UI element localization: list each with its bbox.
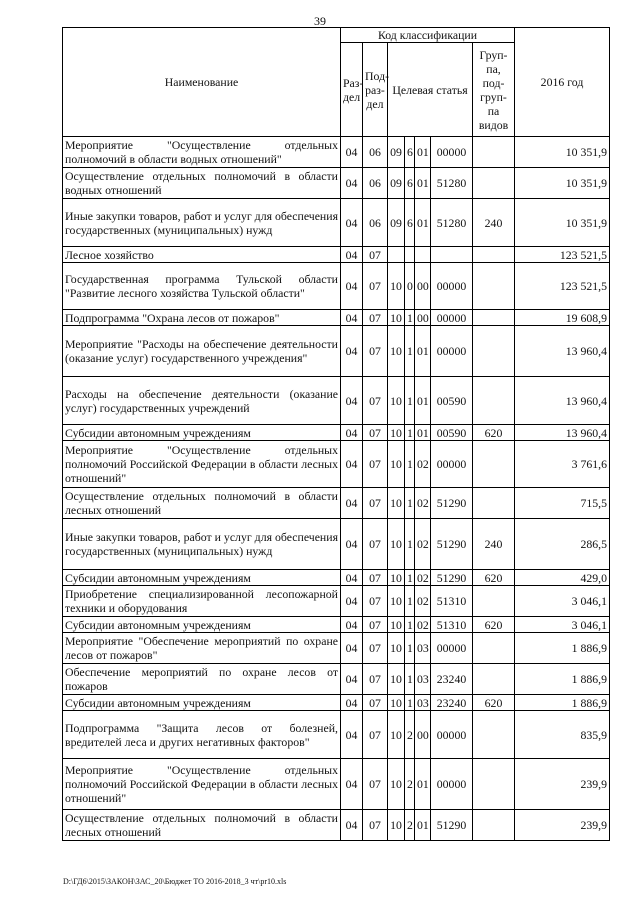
row-target-program: 10 [388,570,405,586]
row-name: Лесное хозяйство [63,247,341,263]
row-razdel: 04 [341,168,363,199]
table-row [63,695,610,711]
row-target-subprogram: 1 [405,326,415,377]
row-vid [473,759,515,810]
row-podrazdel: 06 [363,199,388,247]
table-row [63,263,610,310]
row-podrazdel: 07 [363,570,388,586]
row-target-subprogram: 1 [405,488,415,519]
row-target-program: 10 [388,633,405,664]
row-target-program: 10 [388,488,405,519]
row-name: Мероприятие "Осуществление отдельных полномочий в области водных отношений" [63,137,341,168]
row-podrazdel: 07 [363,263,388,310]
table-row [63,488,610,519]
table-row [63,377,610,425]
row-vid: 240 [473,519,515,570]
row-target-program: 10 [388,695,405,711]
row-target-event: 03 [415,633,431,664]
row-target-subprogram: 1 [405,586,415,617]
row-vid [473,377,515,425]
row-amount: 10 351,9 [515,199,610,247]
row-vid [473,326,515,377]
row-vid [473,711,515,759]
table-body [63,137,610,841]
table-row [63,441,610,488]
row-target-direction: 51290 [431,810,473,841]
row-amount: 13 960,4 [515,425,610,441]
row-amount: 429,0 [515,570,610,586]
row-target-subprogram: 1 [405,425,415,441]
row-vid [473,633,515,664]
row-target-subprogram: 2 [405,711,415,759]
row-podrazdel: 07 [363,695,388,711]
row-name: Подпрограмма "Защита лесов от болезней, вредителей леса и других негативных факторов" [63,711,341,759]
row-name: Субсидии автономным учреждениям [63,425,341,441]
row-target-event: 00 [415,711,431,759]
row-podrazdel: 07 [363,326,388,377]
row-target-program: 09 [388,168,405,199]
row-target-subprogram: 1 [405,310,415,326]
row-vid: 620 [473,695,515,711]
row-target-program: 10 [388,711,405,759]
table-row [63,570,610,586]
row-target-direction: 00000 [431,759,473,810]
header-razdel: Раз-дел [341,43,363,137]
row-target-program: 10 [388,664,405,695]
row-target-event: 03 [415,695,431,711]
row-target-subprogram: 1 [405,441,415,488]
table-row [63,664,610,695]
row-target-direction: 51280 [431,168,473,199]
row-vid [473,488,515,519]
row-target-direction: 00000 [431,137,473,168]
row-name: Государственная программа Тульской области "Развитие лесного хозяйства Тульской области" [63,263,341,310]
row-razdel: 04 [341,617,363,633]
row-podrazdel: 07 [363,711,388,759]
table-row [63,519,610,570]
row-razdel: 04 [341,377,363,425]
row-razdel: 04 [341,633,363,664]
row-vid [473,441,515,488]
table-row [63,137,610,168]
row-target-event: 01 [415,425,431,441]
row-podrazdel: 07 [363,377,388,425]
row-podrazdel: 07 [363,488,388,519]
table-row [63,168,610,199]
table-row [63,326,610,377]
row-target-direction [431,247,473,263]
header-code-group: Код классификации [341,28,515,43]
row-vid [473,263,515,310]
row-target-program: 10 [388,377,405,425]
row-target-event: 02 [415,441,431,488]
row-name: Мероприятие "Осуществление отдельных полномочий Российской Федерации в области лесных отношений" [63,759,341,810]
row-podrazdel: 07 [363,425,388,441]
row-vid: 620 [473,617,515,633]
row-target-direction: 51310 [431,586,473,617]
table-row [63,711,610,759]
row-amount: 835,9 [515,711,610,759]
row-razdel: 04 [341,199,363,247]
row-target-subprogram: 1 [405,664,415,695]
budget-table [62,27,610,841]
row-razdel: 04 [341,263,363,310]
row-target-direction: 51290 [431,570,473,586]
header-podrazdel: Под-раз-дел [363,43,388,137]
row-amount: 1 886,9 [515,695,610,711]
header-target: Целевая статья [388,43,473,137]
row-target-event: 02 [415,586,431,617]
row-amount: 10 351,9 [515,137,610,168]
row-target-direction: 51280 [431,199,473,247]
row-amount: 3 761,6 [515,441,610,488]
row-target-program: 10 [388,519,405,570]
row-razdel: 04 [341,586,363,617]
row-target-direction: 00590 [431,425,473,441]
row-name: Приобретение специализированной лесопожарной техники и оборудования [63,586,341,617]
row-amount: 19 608,9 [515,310,610,326]
row-target-subprogram: 2 [405,810,415,841]
footer-path: D:\ГД6\2015\ЗАКОН\ЗАС_20\Бюджет ТО 2016-2018_3 чт\pr10.xls [63,877,287,886]
row-target-subprogram: 1 [405,377,415,425]
row-target-program: 10 [388,310,405,326]
row-target-event: 00 [415,310,431,326]
row-amount: 1 886,9 [515,664,610,695]
row-name: Субсидии автономным учреждениям [63,570,341,586]
row-target-program: 10 [388,810,405,841]
row-razdel: 04 [341,310,363,326]
row-podrazdel: 07 [363,441,388,488]
row-target-direction: 23240 [431,695,473,711]
header-year: 2016 год [515,28,610,137]
row-vid [473,137,515,168]
table-row [63,425,610,441]
row-target-program: 10 [388,263,405,310]
row-razdel: 04 [341,664,363,695]
page-number: 39 [314,14,326,28]
row-razdel: 04 [341,326,363,377]
row-name: Осуществление отдельных полномочий в области водных отношений [63,168,341,199]
row-target-event: 01 [415,137,431,168]
row-target-event: 01 [415,326,431,377]
row-vid [473,664,515,695]
row-vid [473,247,515,263]
row-name: Мероприятие "Обеспечение мероприятий по охране лесов от пожаров" [63,633,341,664]
row-razdel: 04 [341,759,363,810]
row-target-direction: 51290 [431,488,473,519]
row-target-subprogram: 6 [405,137,415,168]
row-target-event: 00 [415,263,431,310]
row-target-event: 03 [415,664,431,695]
row-target-direction: 00000 [431,711,473,759]
row-target-subprogram: 6 [405,168,415,199]
table-row [63,810,610,841]
row-target-program: 09 [388,199,405,247]
row-amount: 1 886,9 [515,633,610,664]
row-amount: 715,5 [515,488,610,519]
table-row [63,310,610,326]
row-target-program: 09 [388,137,405,168]
row-target-event: 01 [415,759,431,810]
row-podrazdel: 07 [363,519,388,570]
row-name: Подпрограмма "Охрана лесов от пожаров" [63,310,341,326]
row-amount: 13 960,4 [515,377,610,425]
row-target-subprogram [405,247,415,263]
row-vid: 240 [473,199,515,247]
row-name: Осуществление отдельных полномочий в области лесных отношений [63,810,341,841]
row-name: Субсидии автономным учреждениям [63,617,341,633]
row-vid [473,310,515,326]
row-name: Иные закупки товаров, работ и услуг для обеспечения государственных (муниципальных) нужд [63,519,341,570]
header-name: Наименование [63,28,341,137]
row-target-event: 02 [415,570,431,586]
row-target-direction: 00000 [431,326,473,377]
row-podrazdel: 06 [363,168,388,199]
row-amount: 10 351,9 [515,168,610,199]
row-target-event: 02 [415,617,431,633]
row-name: Иные закупки товаров, работ и услуг для обеспечения государственных (муниципальных) нужд [63,199,341,247]
row-target-subprogram: 0 [405,263,415,310]
row-podrazdel: 07 [363,810,388,841]
row-razdel: 04 [341,425,363,441]
row-target-subprogram: 1 [405,633,415,664]
row-name: Расходы на обеспечение деятельности (оказание услуг) государственных учреждений [63,377,341,425]
row-target-subprogram: 1 [405,519,415,570]
row-razdel: 04 [341,695,363,711]
table-row [63,247,610,263]
row-name: Мероприятие "Расходы на обеспечение деятельности (оказание услуг) государственного учреждения" [63,326,341,377]
row-vid [473,810,515,841]
table-row [63,759,610,810]
row-razdel: 04 [341,441,363,488]
row-vid [473,168,515,199]
row-target-direction: 00000 [431,310,473,326]
row-amount: 13 960,4 [515,326,610,377]
row-target-subprogram: 6 [405,199,415,247]
row-amount: 286,5 [515,519,610,570]
row-target-direction: 00000 [431,441,473,488]
row-podrazdel: 07 [363,664,388,695]
row-razdel: 04 [341,810,363,841]
row-target-program: 10 [388,441,405,488]
row-target-direction: 23240 [431,664,473,695]
row-razdel: 04 [341,519,363,570]
row-podrazdel: 07 [363,586,388,617]
row-target-event: 02 [415,519,431,570]
row-name: Обеспечение мероприятий по охране лесов от пожаров [63,664,341,695]
row-amount: 123 521,5 [515,247,610,263]
row-target-subprogram: 1 [405,617,415,633]
row-amount: 3 046,1 [515,617,610,633]
row-vid: 620 [473,570,515,586]
row-target-event: 01 [415,168,431,199]
row-target-subprogram: 2 [405,759,415,810]
table-row [63,617,610,633]
row-amount: 239,9 [515,759,610,810]
row-podrazdel: 07 [363,247,388,263]
row-podrazdel: 06 [363,137,388,168]
row-target-event: 01 [415,377,431,425]
row-razdel: 04 [341,137,363,168]
row-target-program: 10 [388,586,405,617]
row-name: Осуществление отдельных полномочий в области лесных отношений [63,488,341,519]
row-target-event: 02 [415,488,431,519]
row-podrazdel: 07 [363,633,388,664]
row-target-program: 10 [388,326,405,377]
row-razdel: 04 [341,570,363,586]
row-razdel: 04 [341,711,363,759]
row-amount: 239,9 [515,810,610,841]
row-podrazdel: 07 [363,310,388,326]
table-row [63,586,610,617]
row-target-subprogram: 1 [405,570,415,586]
row-vid: 620 [473,425,515,441]
row-amount: 3 046,1 [515,586,610,617]
row-target-event: 01 [415,810,431,841]
table-row [63,199,610,247]
row-target-direction: 00590 [431,377,473,425]
row-vid [473,586,515,617]
table-row [63,633,610,664]
row-target-direction: 51310 [431,617,473,633]
row-target-event: 01 [415,199,431,247]
row-target-direction: 00000 [431,263,473,310]
row-target-program: 10 [388,425,405,441]
row-target-direction: 00000 [431,633,473,664]
row-razdel: 04 [341,247,363,263]
row-name: Мероприятие "Осуществление отдельных полномочий Российской Федерации в области лесных отношений" [63,441,341,488]
row-target-direction: 51290 [431,519,473,570]
row-razdel: 04 [341,488,363,519]
row-name: Субсидии автономным учреждениям [63,695,341,711]
row-target-program [388,247,405,263]
header-vid: Груп-па, под-груп-па видов [473,43,515,137]
row-target-subprogram: 1 [405,695,415,711]
row-podrazdel: 07 [363,759,388,810]
row-target-event [415,247,431,263]
row-podrazdel: 07 [363,617,388,633]
row-target-program: 10 [388,617,405,633]
row-target-program: 10 [388,759,405,810]
row-amount: 123 521,5 [515,263,610,310]
